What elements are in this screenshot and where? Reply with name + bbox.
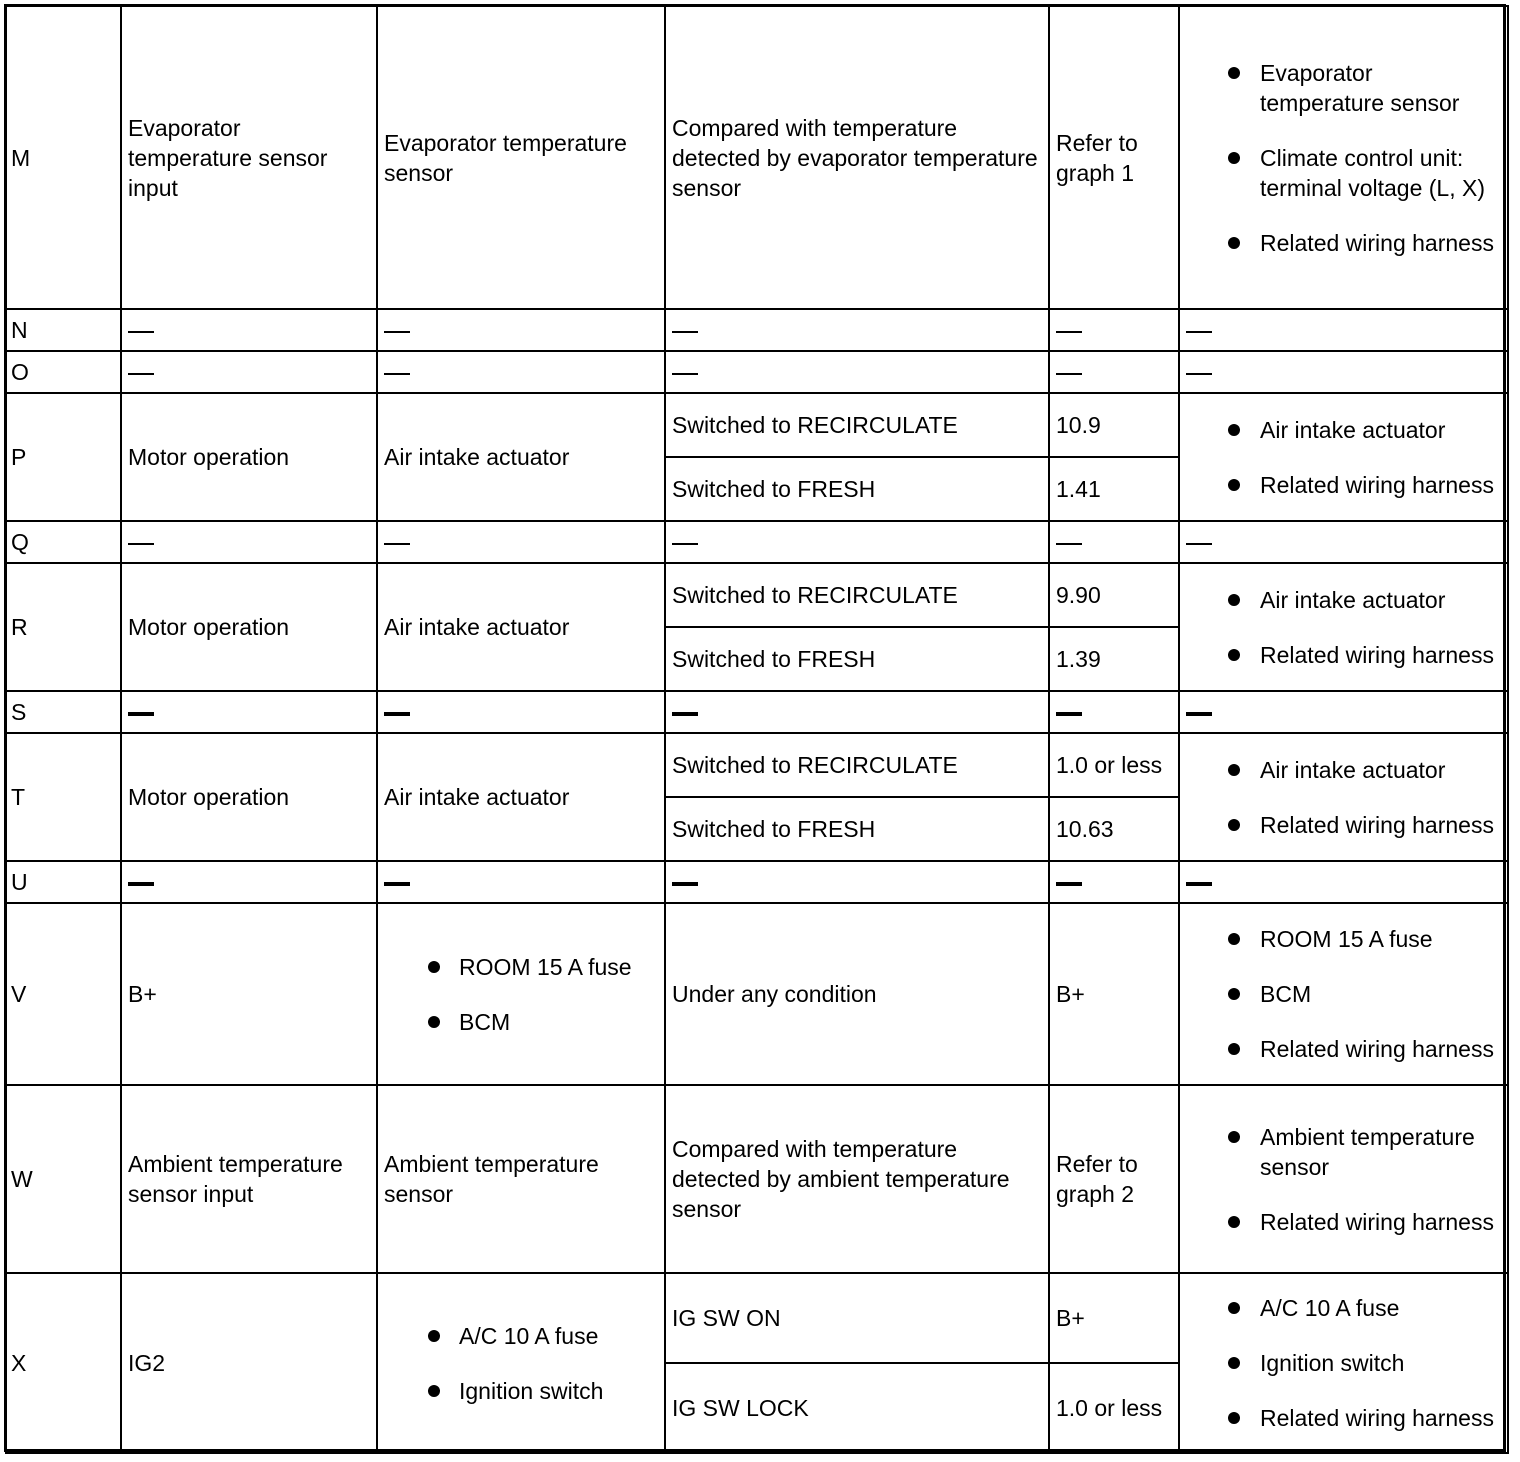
signal-cell: B+ xyxy=(121,903,377,1085)
voltage-cell: B+ xyxy=(1049,903,1179,1085)
inspection-list xyxy=(1186,415,1501,500)
dash-mark xyxy=(128,712,154,716)
empty-cell xyxy=(1179,861,1508,903)
dash-mark xyxy=(128,882,154,886)
dash-mark xyxy=(128,543,154,545)
connected-to-list xyxy=(384,1321,658,1406)
table-row-M xyxy=(6,6,1508,309)
table-row-N xyxy=(6,309,1508,351)
empty-cell xyxy=(377,521,665,563)
inspection-cell xyxy=(1179,1273,1508,1453)
voltage-cell: 9.90 xyxy=(1049,563,1179,627)
dash-mark xyxy=(672,543,698,545)
dash-mark xyxy=(672,331,698,333)
condition-cell: Compared with temperature detected by ambient temperature sensor xyxy=(665,1085,1049,1273)
empty-cell xyxy=(665,309,1049,351)
terminal-cell: S xyxy=(6,691,121,733)
list-item: Related wiring harness xyxy=(1186,1034,1501,1064)
voltage-cell: 1.0 or less xyxy=(1049,1363,1179,1453)
empty-cell xyxy=(1179,309,1508,351)
inspection-cell xyxy=(1179,563,1508,691)
condition-cell: Switched to FRESH xyxy=(665,797,1049,861)
dash-mark xyxy=(1186,331,1212,333)
dash-mark xyxy=(1056,373,1082,375)
empty-cell xyxy=(665,351,1049,393)
list-item: Climate control unit: terminal voltage (L, X) xyxy=(1186,143,1501,203)
connected-to-cell: Air intake actuator xyxy=(377,563,665,691)
inspection-list xyxy=(1186,58,1501,258)
terminal-cell: T xyxy=(6,733,121,861)
signal-cell: Motor operation xyxy=(121,733,377,861)
terminal-cell: V xyxy=(6,903,121,1085)
inspection-cell xyxy=(1179,1085,1508,1273)
list-item: ROOM 15 A fuse xyxy=(1186,924,1501,954)
empty-cell xyxy=(377,861,665,903)
dash-mark xyxy=(384,543,410,545)
table-row-O xyxy=(6,351,1508,393)
table-row-R xyxy=(6,563,1508,627)
signal-cell: IG2 xyxy=(121,1273,377,1453)
empty-cell xyxy=(665,521,1049,563)
table-row-W xyxy=(6,1085,1508,1273)
connected-to-cell: Air intake actuator xyxy=(377,733,665,861)
empty-cell xyxy=(1179,521,1508,563)
terminal-cell: U xyxy=(6,861,121,903)
connected-to-cell: Ambient temperature sensor xyxy=(377,1085,665,1273)
empty-cell xyxy=(1049,351,1179,393)
terminal-cell: P xyxy=(6,393,121,521)
inspection-cell xyxy=(1179,393,1508,521)
connected-to-cell xyxy=(377,903,665,1085)
dash-mark xyxy=(384,882,410,886)
empty-cell xyxy=(377,309,665,351)
condition-cell: IG SW LOCK xyxy=(665,1363,1049,1453)
dash-mark xyxy=(384,331,410,333)
list-item: A/C 10 A fuse xyxy=(1186,1293,1501,1323)
dash-mark xyxy=(1186,882,1212,886)
dash-mark xyxy=(384,712,410,716)
inspection-list xyxy=(1186,585,1501,670)
inspection-list xyxy=(1186,1293,1501,1433)
voltage-cell: Refer to graph 2 xyxy=(1049,1085,1179,1273)
terminal-cell: W xyxy=(6,1085,121,1273)
empty-cell xyxy=(1049,861,1179,903)
table-row-X xyxy=(6,1273,1508,1363)
empty-cell xyxy=(1179,691,1508,733)
voltage-cell: 1.39 xyxy=(1049,627,1179,691)
inspection-list xyxy=(1186,755,1501,840)
empty-cell xyxy=(665,691,1049,733)
list-item: Air intake actuator xyxy=(1186,415,1501,445)
connected-to-cell: Air intake actuator xyxy=(377,393,665,521)
inspection-cell xyxy=(1179,733,1508,861)
dash-mark xyxy=(1056,331,1082,333)
dash-mark xyxy=(1056,543,1082,545)
connected-to-list xyxy=(384,952,658,1037)
condition-cell: Under any condition xyxy=(665,903,1049,1085)
list-item: Related wiring harness xyxy=(1186,810,1501,840)
empty-cell xyxy=(121,521,377,563)
list-item: Evaporator temperature sensor xyxy=(1186,58,1501,118)
condition-cell: Switched to FRESH xyxy=(665,457,1049,521)
terminal-cell: X xyxy=(6,1273,121,1453)
empty-cell xyxy=(121,309,377,351)
dash-mark xyxy=(128,373,154,375)
list-item: Related wiring harness xyxy=(1186,1207,1501,1237)
terminal-cell: M xyxy=(6,6,121,309)
list-item: BCM xyxy=(1186,979,1501,1009)
list-item: A/C 10 A fuse xyxy=(384,1321,658,1351)
terminal-spec-table xyxy=(5,5,1509,1454)
dash-mark xyxy=(1056,712,1082,716)
empty-cell xyxy=(121,691,377,733)
table-row-V xyxy=(6,903,1508,1085)
inspection-list xyxy=(1186,924,1501,1064)
condition-cell: Switched to FRESH xyxy=(665,627,1049,691)
condition-cell: Switched to RECIRCULATE xyxy=(665,563,1049,627)
empty-cell xyxy=(1179,351,1508,393)
signal-cell: Evaporator temperature sensor input xyxy=(121,6,377,309)
condition-cell: Compared with temperature detected by evaporator temperature sensor xyxy=(665,6,1049,309)
terminal-cell: Q xyxy=(6,521,121,563)
voltage-cell: 1.41 xyxy=(1049,457,1179,521)
terminal-cell: R xyxy=(6,563,121,691)
connected-to-cell: Evaporator temperature sensor xyxy=(377,6,665,309)
empty-cell xyxy=(377,691,665,733)
empty-cell xyxy=(1049,309,1179,351)
empty-cell xyxy=(1049,691,1179,733)
list-item: Related wiring harness xyxy=(1186,640,1501,670)
dash-mark xyxy=(384,373,410,375)
signal-cell: Ambient temperature sensor input xyxy=(121,1085,377,1273)
dash-mark xyxy=(1186,712,1212,716)
dash-mark xyxy=(672,373,698,375)
voltage-cell: B+ xyxy=(1049,1273,1179,1363)
empty-cell xyxy=(1049,521,1179,563)
list-item: Ambient temperature sensor xyxy=(1186,1122,1501,1182)
dash-mark xyxy=(1186,373,1212,375)
condition-cell: Switched to RECIRCULATE xyxy=(665,393,1049,457)
condition-cell: IG SW ON xyxy=(665,1273,1049,1363)
voltage-cell: 10.9 xyxy=(1049,393,1179,457)
empty-cell xyxy=(665,861,1049,903)
table-row-P xyxy=(6,393,1508,457)
empty-cell xyxy=(121,351,377,393)
voltage-cell: 1.0 or less xyxy=(1049,733,1179,797)
terminal-cell: O xyxy=(6,351,121,393)
table-row-U xyxy=(6,861,1508,903)
voltage-cell: 10.63 xyxy=(1049,797,1179,861)
dash-mark xyxy=(128,331,154,333)
inspection-cell xyxy=(1179,903,1508,1085)
empty-cell xyxy=(121,861,377,903)
connected-to-cell xyxy=(377,1273,665,1453)
terminal-cell: N xyxy=(6,309,121,351)
voltage-cell: Refer to graph 1 xyxy=(1049,6,1179,309)
list-item: Related wiring harness xyxy=(1186,228,1501,258)
signal-cell: Motor operation xyxy=(121,563,377,691)
list-item: Ignition switch xyxy=(1186,1348,1501,1378)
list-item: Air intake actuator xyxy=(1186,585,1501,615)
list-item: Related wiring harness xyxy=(1186,470,1501,500)
condition-cell: Switched to RECIRCULATE xyxy=(665,733,1049,797)
inspection-cell xyxy=(1179,6,1508,309)
empty-cell xyxy=(377,351,665,393)
list-item: Related wiring harness xyxy=(1186,1403,1501,1433)
inspection-list xyxy=(1186,1122,1501,1237)
dash-mark xyxy=(672,882,698,886)
signal-cell: Motor operation xyxy=(121,393,377,521)
list-item: ROOM 15 A fuse xyxy=(384,952,658,982)
list-item: Ignition switch xyxy=(384,1376,658,1406)
list-item: BCM xyxy=(384,1007,658,1037)
table-row-S xyxy=(6,691,1508,733)
table-row-Q xyxy=(6,521,1508,563)
dash-mark xyxy=(1186,543,1212,545)
list-item: Air intake actuator xyxy=(1186,755,1501,785)
table-row-T xyxy=(6,733,1508,797)
dash-mark xyxy=(1056,882,1082,886)
dash-mark xyxy=(672,712,698,716)
